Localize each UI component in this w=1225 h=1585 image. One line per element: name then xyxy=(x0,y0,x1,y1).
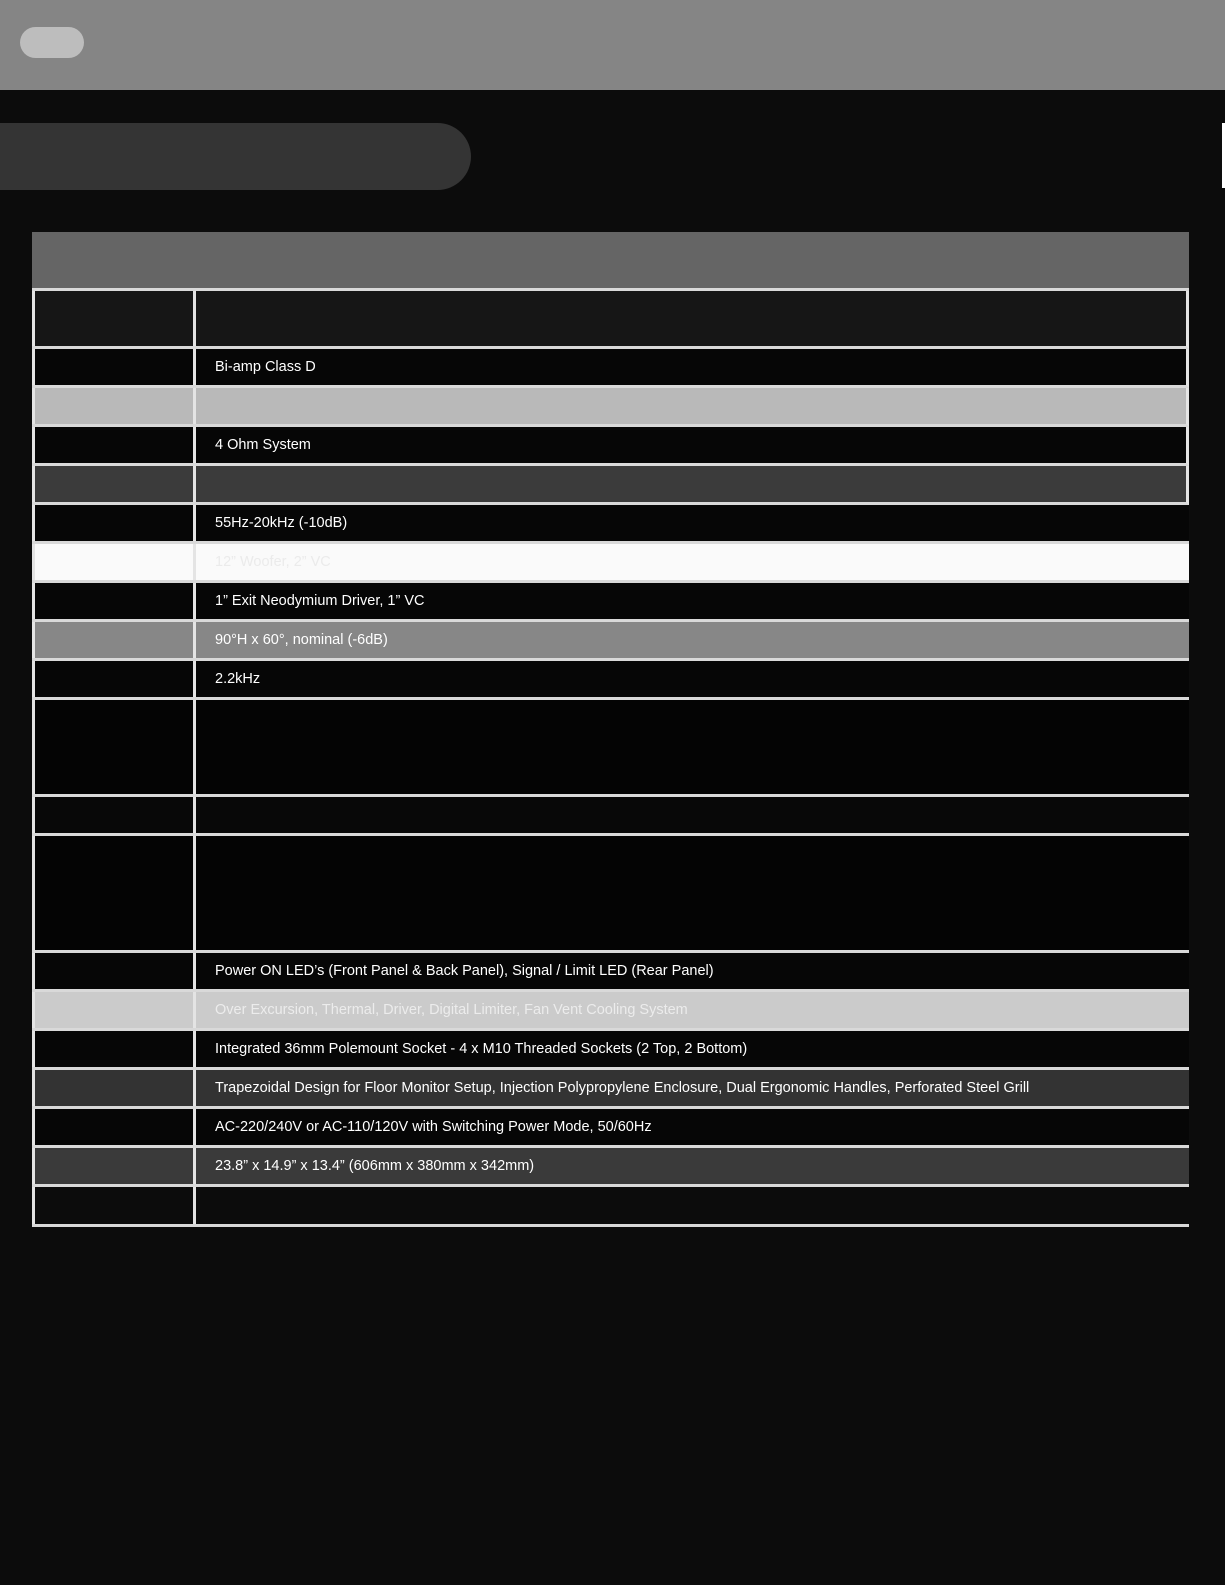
spec-row xyxy=(32,1109,1189,1148)
top-header-bar xyxy=(0,0,1225,90)
spec-row xyxy=(32,661,1189,700)
spec-value xyxy=(196,836,1189,950)
spec-value xyxy=(196,291,1186,346)
spec-row xyxy=(32,1031,1189,1070)
spec-value xyxy=(196,388,1186,424)
spec-label xyxy=(32,583,196,619)
spec-row xyxy=(32,622,1189,661)
spec-value: AC-220/240V or AC-110/120V with Switching Power Mode, 50/60Hz xyxy=(215,1119,652,1135)
spec-value: Bi-amp Class D xyxy=(215,359,316,375)
spec-row xyxy=(32,953,1189,992)
spec-row xyxy=(32,797,1189,836)
spec-row xyxy=(32,505,1189,544)
spec-row xyxy=(32,349,1189,388)
spec-value: 23.8” x 14.9” x 13.4” (606mm x 380mm x 342mm) xyxy=(215,1158,535,1174)
spec-row xyxy=(32,836,1189,953)
spec-label xyxy=(32,1070,196,1106)
spec-label xyxy=(32,291,196,346)
spec-label xyxy=(32,466,196,502)
logo xyxy=(20,27,84,58)
spec-label xyxy=(32,836,196,950)
spec-value: Power ON LED’s (Front Panel & Back Panel), Signal / Limit LED (Rear Panel) xyxy=(215,963,714,979)
spec-row xyxy=(32,1187,1189,1227)
spec-value: 1” Exit Neodymium Driver, 1” VC xyxy=(215,593,425,609)
spec-value: Trapezoidal Design for Floor Monitor Setup, Injection Polypropylene Enclosure, Dual Ergonomic Handles, Perforated Steel Grill xyxy=(215,1080,1030,1096)
spec-value xyxy=(196,466,1186,502)
spec-label xyxy=(32,1031,196,1067)
spec-row xyxy=(32,583,1189,622)
spec-value xyxy=(196,797,1189,833)
spec-value: 4 Ohm System xyxy=(215,437,311,453)
spec-label xyxy=(32,427,196,463)
spec-label xyxy=(32,1109,196,1145)
spec-value: 55Hz-20kHz (-10dB) xyxy=(215,515,348,531)
spec-value xyxy=(196,1187,1189,1224)
spec-label xyxy=(32,388,196,424)
spec-value: 90°H x 60°, nominal (-6dB) xyxy=(215,632,388,648)
spec-label xyxy=(32,505,196,541)
spec-row xyxy=(32,992,1189,1031)
spec-label xyxy=(32,992,196,1028)
spec-row xyxy=(32,466,1189,505)
title-banner xyxy=(0,123,471,190)
spec-label xyxy=(32,700,196,794)
spec-value: Over Excursion, Thermal, Driver, Digital Limiter, Fan Vent Cooling System xyxy=(215,1002,688,1018)
spec-label xyxy=(32,1187,196,1224)
spec-row xyxy=(32,427,1189,466)
spec-row xyxy=(32,291,1189,349)
spec-row xyxy=(32,544,1189,583)
spec-label xyxy=(32,622,196,658)
spec-label xyxy=(32,797,196,833)
spec-row xyxy=(32,1148,1189,1187)
spec-row xyxy=(32,700,1189,797)
spec-label xyxy=(32,953,196,989)
spec-label xyxy=(32,1148,196,1184)
spec-table xyxy=(32,232,1189,1227)
spec-table-body xyxy=(32,291,1189,1227)
spec-label xyxy=(32,544,196,580)
spec-value xyxy=(196,700,1189,794)
spec-table-header xyxy=(32,232,1189,291)
spec-value: 2.2kHz xyxy=(215,671,261,687)
spec-label xyxy=(32,349,196,385)
spec-row xyxy=(32,388,1189,427)
spec-value: Integrated 36mm Polemount Socket - 4 x M10 Threaded Sockets (2 Top, 2 Bottom) xyxy=(215,1041,748,1057)
spec-label xyxy=(32,661,196,697)
spec-row xyxy=(32,1070,1189,1109)
spec-value: 12” Woofer, 2” VC xyxy=(215,554,331,570)
